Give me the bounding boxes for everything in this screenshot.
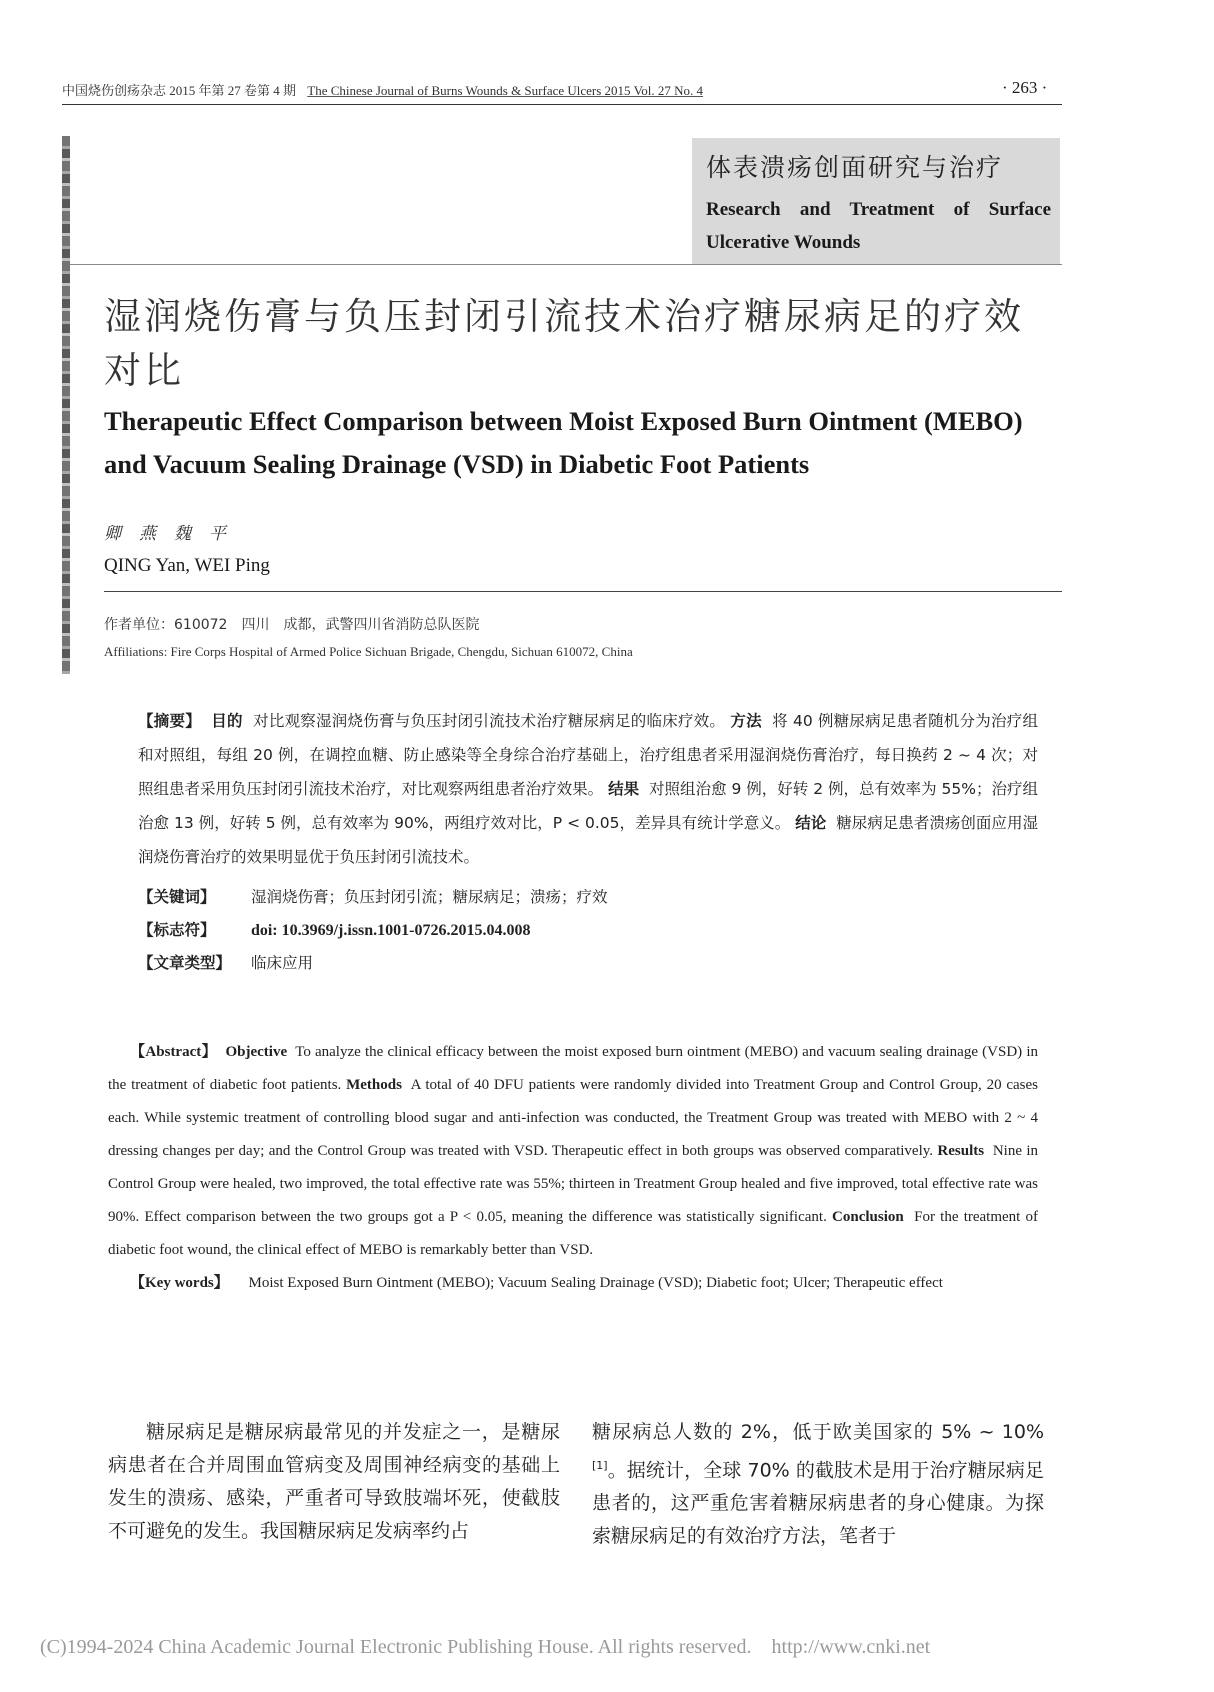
affiliation-cn: 作者单位：610072 四川 成都，武警四川省消防总队医院	[104, 617, 480, 633]
authors-cn: 卿燕魏平	[104, 524, 244, 544]
abstract-en	[108, 1036, 1038, 1300]
results-cn: 对照组治愈 9 例，好转 2 例，总有效率为 55%；治疗组治愈 13 例，好转 5 例，总有效率为 90%，两组疗效对比，P < 0.05，差异具有统计学意义。	[138, 780, 1038, 832]
methods-en: A total of 40 DFU patients were randomly divided into Treatment Group and Control Group, 20 cases each. While systemic treatment of controlling blood sugar and anti-infection was conducted, the Treatment Group was treated with MEBO with 2 ~ 4 dressing changes per day; and the Control Group was treated with VSD. Therapeutic effect in both groups was observed comparatively.	[108, 1077, 1038, 1159]
article-type-row	[138, 951, 313, 973]
affiliation-en: Affiliations: Fire Corps Hospital of Armed Police Sichuan Brigade, Chengdu, Sichuan 610072, China	[104, 644, 633, 659]
conclusion-cn: 糖尿病足患者溃疡创面应用湿润烧伤膏治疗的效果明显优于负压封闭引流技术。	[138, 814, 1038, 866]
article-title-en: Therapeutic Effect Comparison between Moist Exposed Burn Ointment (MEBO) and Vacuum Sealing Drainage (VSD) in Diabetic Foot Patients	[104, 406, 1023, 479]
copyright-text: (C)1994-2024 China Academic Journal Electronic Publishing House. All rights reserved.	[40, 1636, 752, 1658]
keywords-en-value: Moist Exposed Burn Ointment (MEBO); Vacuum Sealing Drainage (VSD); Diabetic foot; Ulcer; Therapeutic effect	[248, 1275, 943, 1291]
body-column-right	[592, 1416, 1044, 1553]
article-type-value: 临床应用	[250, 954, 313, 972]
results-en: Nine in Control Group were healed, two improved, the total effective rate was 55%; thirteen in Treatment Group healed and five improved, total effective rate was 90%. Effect comparison between the two groups got a P < 0.05, meaning the difference was statistically significant.	[108, 1143, 1039, 1225]
methods-cn: 将 40 例糖尿病足患者随机分为治疗组和对照组，每组 20 例，在调控血糖、防止感染等全身综合治疗基础上，治疗组患者采用湿润烧伤膏治疗，每日换药 2 ~ 4 次；对照组患者采用负压封闭引流技术治疗，对比观察两组患者治疗效果。	[138, 712, 1038, 798]
section-rule	[70, 264, 1062, 265]
author-rule	[104, 591, 1062, 592]
abstract-cn-label: 【摘要】	[138, 712, 201, 730]
keywords-cn-row	[138, 885, 607, 907]
keywords-cn-label: 【关键词】	[138, 888, 216, 906]
article-title-cn: 湿润烧伤膏与负压封闭引流技术治疗糖尿病足的疗效对比	[104, 295, 1024, 392]
keywords-en-label: 【Key words】	[130, 1275, 229, 1291]
body-right-part2: 。据统计，全球 70% 的截肢术是用于治疗糖尿病足患者的，这严重危害着糖尿病患者的身心健康。为探索糖尿病足的有效治疗方法，笔者于	[592, 1459, 1044, 1548]
journal-name-cn: 中国烧伤创疡杂志 2015 年第 27 卷第 4 期	[62, 83, 297, 98]
body-right-part1: 糖尿病总人数的 2%，低于欧美国家的 5% ~ 10%	[592, 1421, 1044, 1443]
methods-label-cn: 方法	[730, 712, 762, 730]
doi-label: 【标志符】	[138, 921, 216, 939]
citation-ref: [1]	[592, 1459, 608, 1472]
objective-en: To analyze the clinical efficacy between the moist exposed burn ointment (MEBO) and vacuum sealing drainage (VSD) in the treatment of diabetic foot patients.	[108, 1044, 1038, 1093]
conclusion-label-en: Conclusion	[832, 1209, 904, 1225]
column-title-cn: 体表溃疡创面研究与治疗	[706, 153, 1004, 182]
scan-edge-strip	[62, 136, 70, 674]
results-label-cn: 结果	[608, 780, 640, 798]
header-rule	[62, 104, 1062, 105]
objective-cn: 对比观察湿润烧伤膏与负压封闭引流技术治疗糖尿病足的临床疗效。	[253, 712, 726, 730]
abstract-cn	[138, 704, 1038, 874]
objective-label-en: Objective	[225, 1044, 288, 1060]
journal-name-en: The Chinese Journal of Burns Wounds & Surface Ulcers 2015 Vol. 27 No. 4	[307, 83, 704, 98]
doi-row	[138, 918, 531, 940]
page-number: · 263 ·	[1002, 78, 1048, 97]
conclusion-label-cn: 结论	[795, 814, 827, 832]
results-label-en: Results	[937, 1143, 985, 1159]
running-header	[62, 80, 1062, 99]
objective-label-cn: 目的	[211, 712, 243, 730]
copyright-footer	[40, 1636, 930, 1659]
doi-value: doi: 10.3969/j.issn.1001-0726.2015.04.008	[250, 922, 531, 939]
keywords-cn-value: 湿润烧伤膏；负压封闭引流；糖尿病足；溃疡；疗效	[250, 888, 608, 906]
conclusion-en: For the treatment of diabetic foot wound, the clinical effect of MEBO is remarkably better than VSD.	[108, 1209, 1039, 1258]
column-title-en: Research and Treatment of Surface Ulcerative Wounds	[706, 199, 1051, 253]
authors-en: QING Yan, WEI Ping	[104, 555, 270, 576]
methods-label-en: Methods	[346, 1077, 402, 1093]
article-type-label: 【文章类型】	[138, 954, 232, 972]
footer-url[interactable]: http://www.cnki.net	[771, 1636, 931, 1658]
abstract-en-label: 【Abstract】	[130, 1044, 218, 1060]
body-column-left: 糖尿病足是糖尿病最常见的并发症之一，是糖尿病患者在合并周围血管病变及周围神经病变的基础上发生的溃疡、感染，严重者可导致肢端坏死，使截肢不可避免的发生。我国糖尿病足发病率约占	[108, 1421, 560, 1542]
